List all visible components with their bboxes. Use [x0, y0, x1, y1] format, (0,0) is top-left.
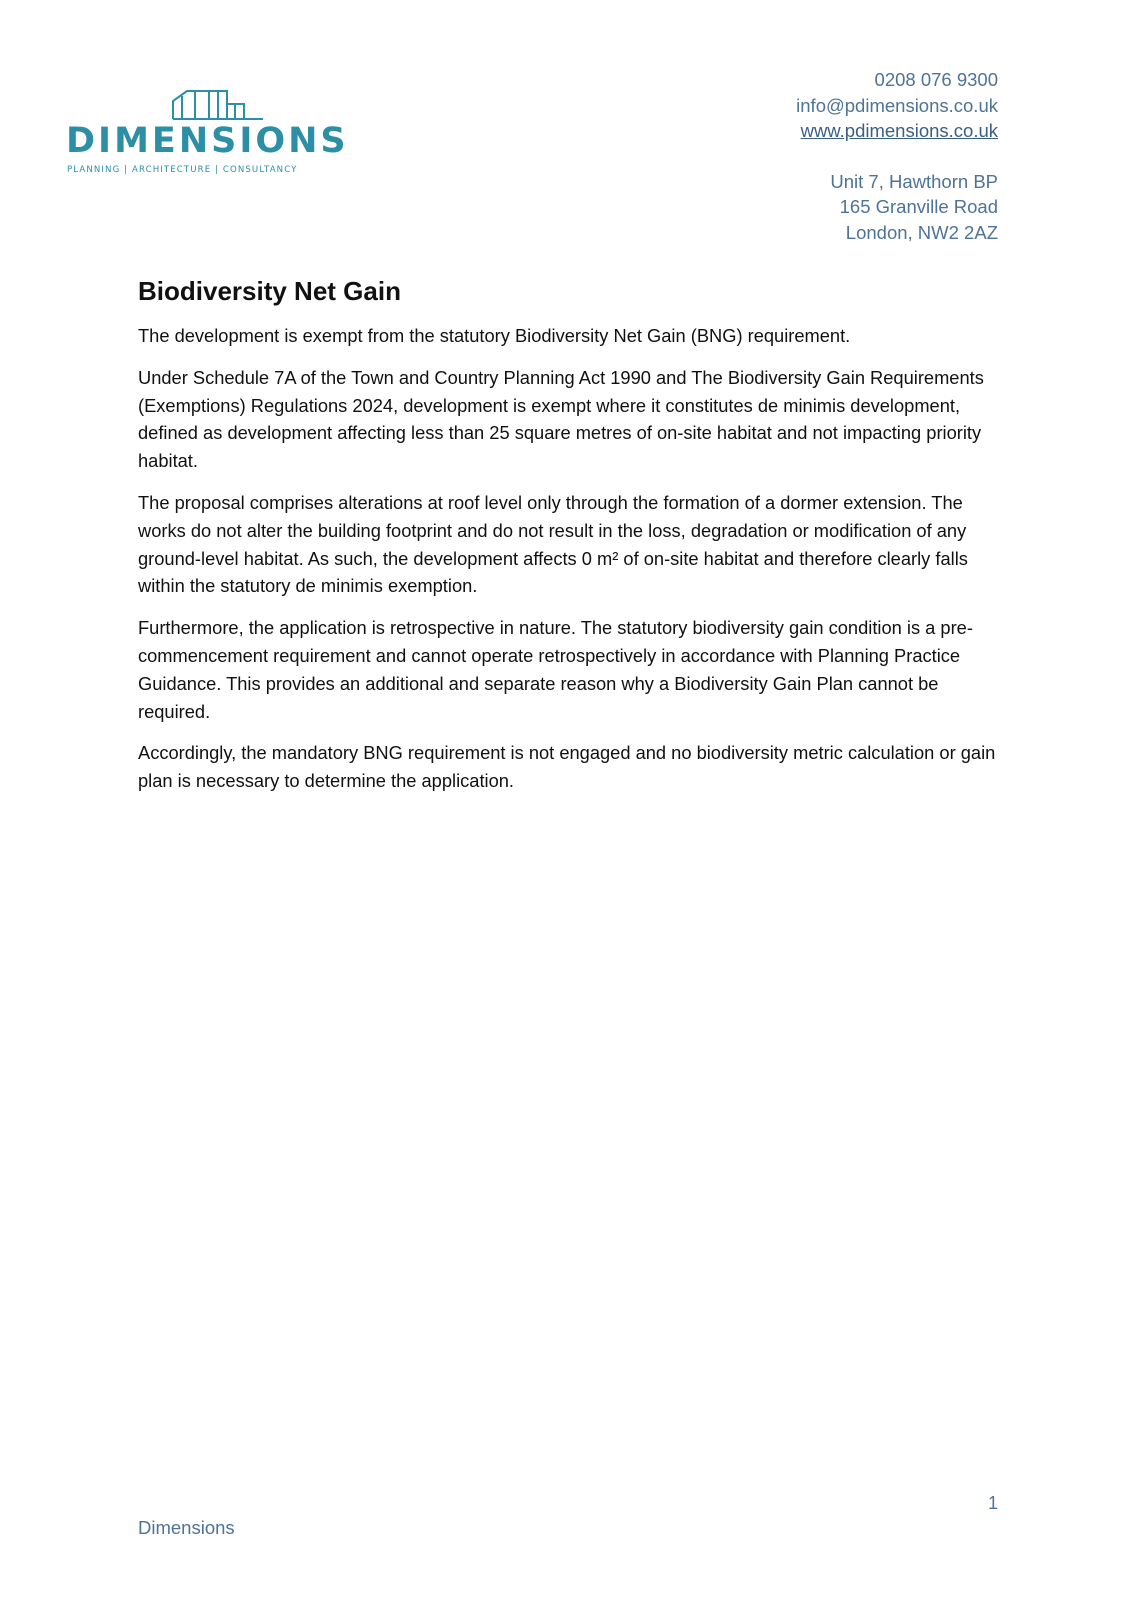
contact-email: info@pdimensions.co.uk [796, 94, 998, 116]
contact-website-link[interactable]: www.pdimensions.co.uk [800, 120, 998, 141]
paragraph-conclusion: Accordingly, the mandatory BNG requirement is not engaged and no biodiversity metric calculation or gain plan is necessary to determine the application. [138, 742, 996, 792]
paragraph-exemption: The development is exempt from the statutory Biodiversity Net Gain (BNG) requirement. [138, 325, 851, 346]
logo-wordmark: DIMENSIONS [66, 121, 349, 161]
contact-block [796, 67, 998, 245]
company-logo [66, 88, 376, 178]
footer-company-name: Dimensions [138, 1517, 235, 1538]
paragraph-legislation: Under Schedule 7A of the Town and Country Planning Act 1990 and The Biodiversity Gain Requirements (Exemptions) Regulations 2024, development is exempt where it constitutes de minimis development, defined as development affecting less than 25 square metres of on-site habitat and not impacting priority habitat. [138, 366, 984, 472]
document-body [138, 274, 998, 809]
page-title: Biodiversity Net Gain [138, 276, 401, 306]
page-number: 1 [987, 1493, 998, 1513]
building-logo-icon [172, 88, 264, 120]
paragraph-retrospective: Furthermore, the application is retrospective in nature. The statutory biodiversity gain condition is a pre-commencement requirement and cannot operate retrospectively in accordance with Planning Practice Guidance. This provides an additional and separate reason why a Biodiversity Gain Plan cannot be required. [138, 617, 973, 722]
contact-spacer [796, 144, 998, 169]
address-line-3: London, NW2 2AZ [845, 221, 998, 243]
logo-tagline: PLANNING | ARCHITECTURE | CONSULTANCY [67, 165, 298, 175]
address-line-1: Unit 7, Hawthorn BP [830, 170, 998, 192]
contact-phone: 0208 076 9300 [874, 69, 998, 90]
paragraph-proposal: The proposal comprises alterations at roof level only through the formation of a dormer extension. The works do not alter the building footprint and do not result in the loss, degradation or modification of any ground-level habitat. As such, the development affects 0 m² of on-site habitat and therefore clearly falls within the statutory de minimis exemption. [138, 491, 968, 597]
address-line-2: 165 Granville Road [839, 196, 998, 217]
